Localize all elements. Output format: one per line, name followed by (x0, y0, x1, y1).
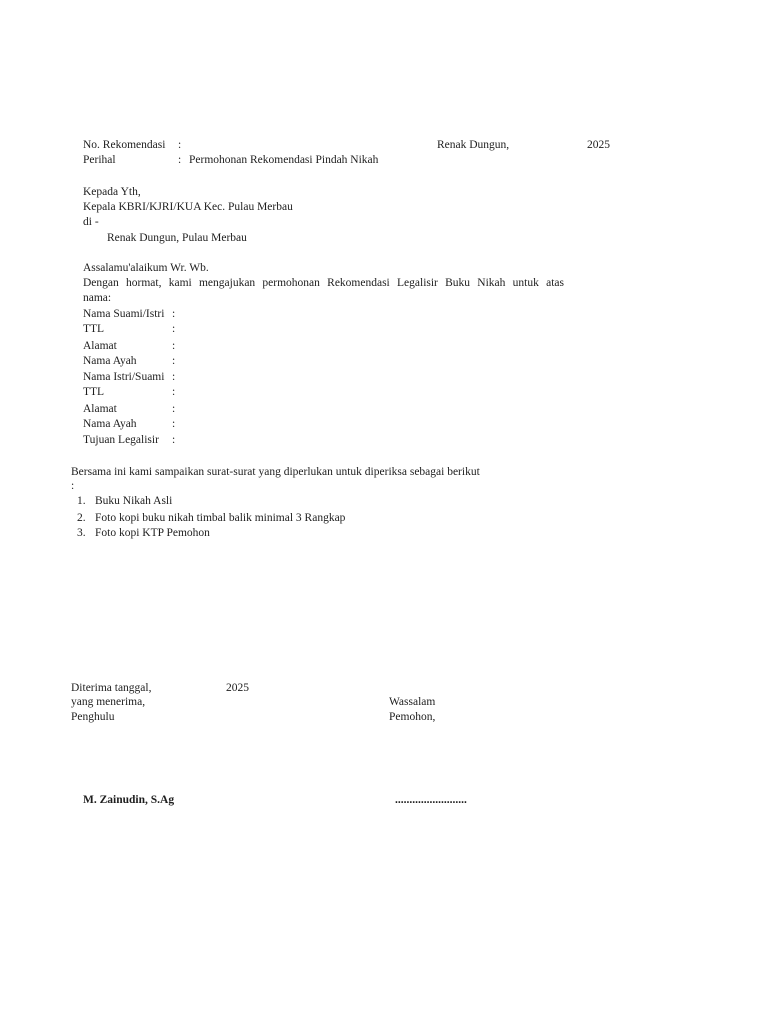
perihal-label: Perihal (83, 154, 116, 166)
letter-year: 2025 (587, 139, 610, 151)
recipient-greeting: Kepada Yth, (83, 186, 141, 198)
field-colon: : (172, 371, 176, 383)
field-label: Alamat (83, 340, 117, 352)
field-label: Nama Suami/Istri (83, 308, 165, 320)
received-date-label: Diterima tanggal, (71, 682, 152, 694)
perihal-value: Permohonan Rekomendasi Pindah Nikah (189, 154, 379, 166)
list-item-number: 2. (77, 512, 86, 524)
recipient-location: Renak Dungun, Pulau Merbau (107, 232, 247, 244)
field-colon: : (172, 418, 176, 430)
recipient-di: di - (83, 216, 99, 228)
applicant-signature-line: ......................... (395, 794, 467, 806)
field-label: Nama Ayah (83, 418, 137, 430)
field-label: TTL (83, 323, 105, 335)
no-rekomendasi-label: No. Rekomendasi (83, 139, 166, 151)
field-colon: : (172, 355, 176, 367)
list-item: Buku Nikah Asli (95, 495, 173, 507)
list-item: Foto kopi buku nikah timbal balik minimal 3 Rangkap (95, 512, 346, 524)
list-item-number: 3. (77, 527, 86, 539)
received-year: 2025 (226, 682, 249, 694)
field-label: Tujuan Legalisir (83, 434, 159, 446)
field-colon: : (172, 323, 176, 335)
salutation: Assalamu'alaikum Wr. Wb. (83, 262, 209, 274)
field-label: Nama Istri/Suami (83, 371, 165, 383)
receiver-label: yang menerima, (71, 696, 146, 708)
field-label: TTL (83, 386, 105, 398)
attachments-intro: Bersama ini kami sampaikan surat-surat yang diperlukan untuk diperiksa sebagai berikut (71, 466, 480, 478)
field-colon: : (172, 340, 176, 352)
intro-line-2: nama: (83, 292, 112, 304)
letter-place: Renak Dungun, (437, 139, 510, 151)
field-label: Alamat (83, 403, 117, 415)
list-item: Foto kopi KTP Pemohon (95, 527, 210, 539)
applicant-label: Pemohon, (389, 711, 436, 723)
receiver-role: Penghulu (71, 711, 115, 723)
recipient-office: Kepala KBRI/KJRI/KUA Kec. Pulau Merbau (83, 201, 293, 213)
field-colon: : (172, 386, 176, 398)
perihal-colon: : (178, 154, 182, 166)
intro-line-1: Dengan hormat, kami mengajukan permohonan Rekomendasi Legalisir Buku Nikah untuk atas (83, 277, 564, 289)
penghulu-name: M. Zainudin, S.Ag (83, 794, 175, 806)
closing-wassalam: Wassalam (389, 696, 436, 708)
field-colon: : (172, 434, 176, 446)
field-colon: : (172, 308, 176, 320)
attachments-intro-colon: : (71, 480, 75, 492)
field-label: Nama Ayah (83, 355, 137, 367)
field-colon: : (172, 403, 176, 415)
no-rekomendasi-colon: : (178, 139, 182, 151)
list-item-number: 1. (77, 495, 86, 507)
